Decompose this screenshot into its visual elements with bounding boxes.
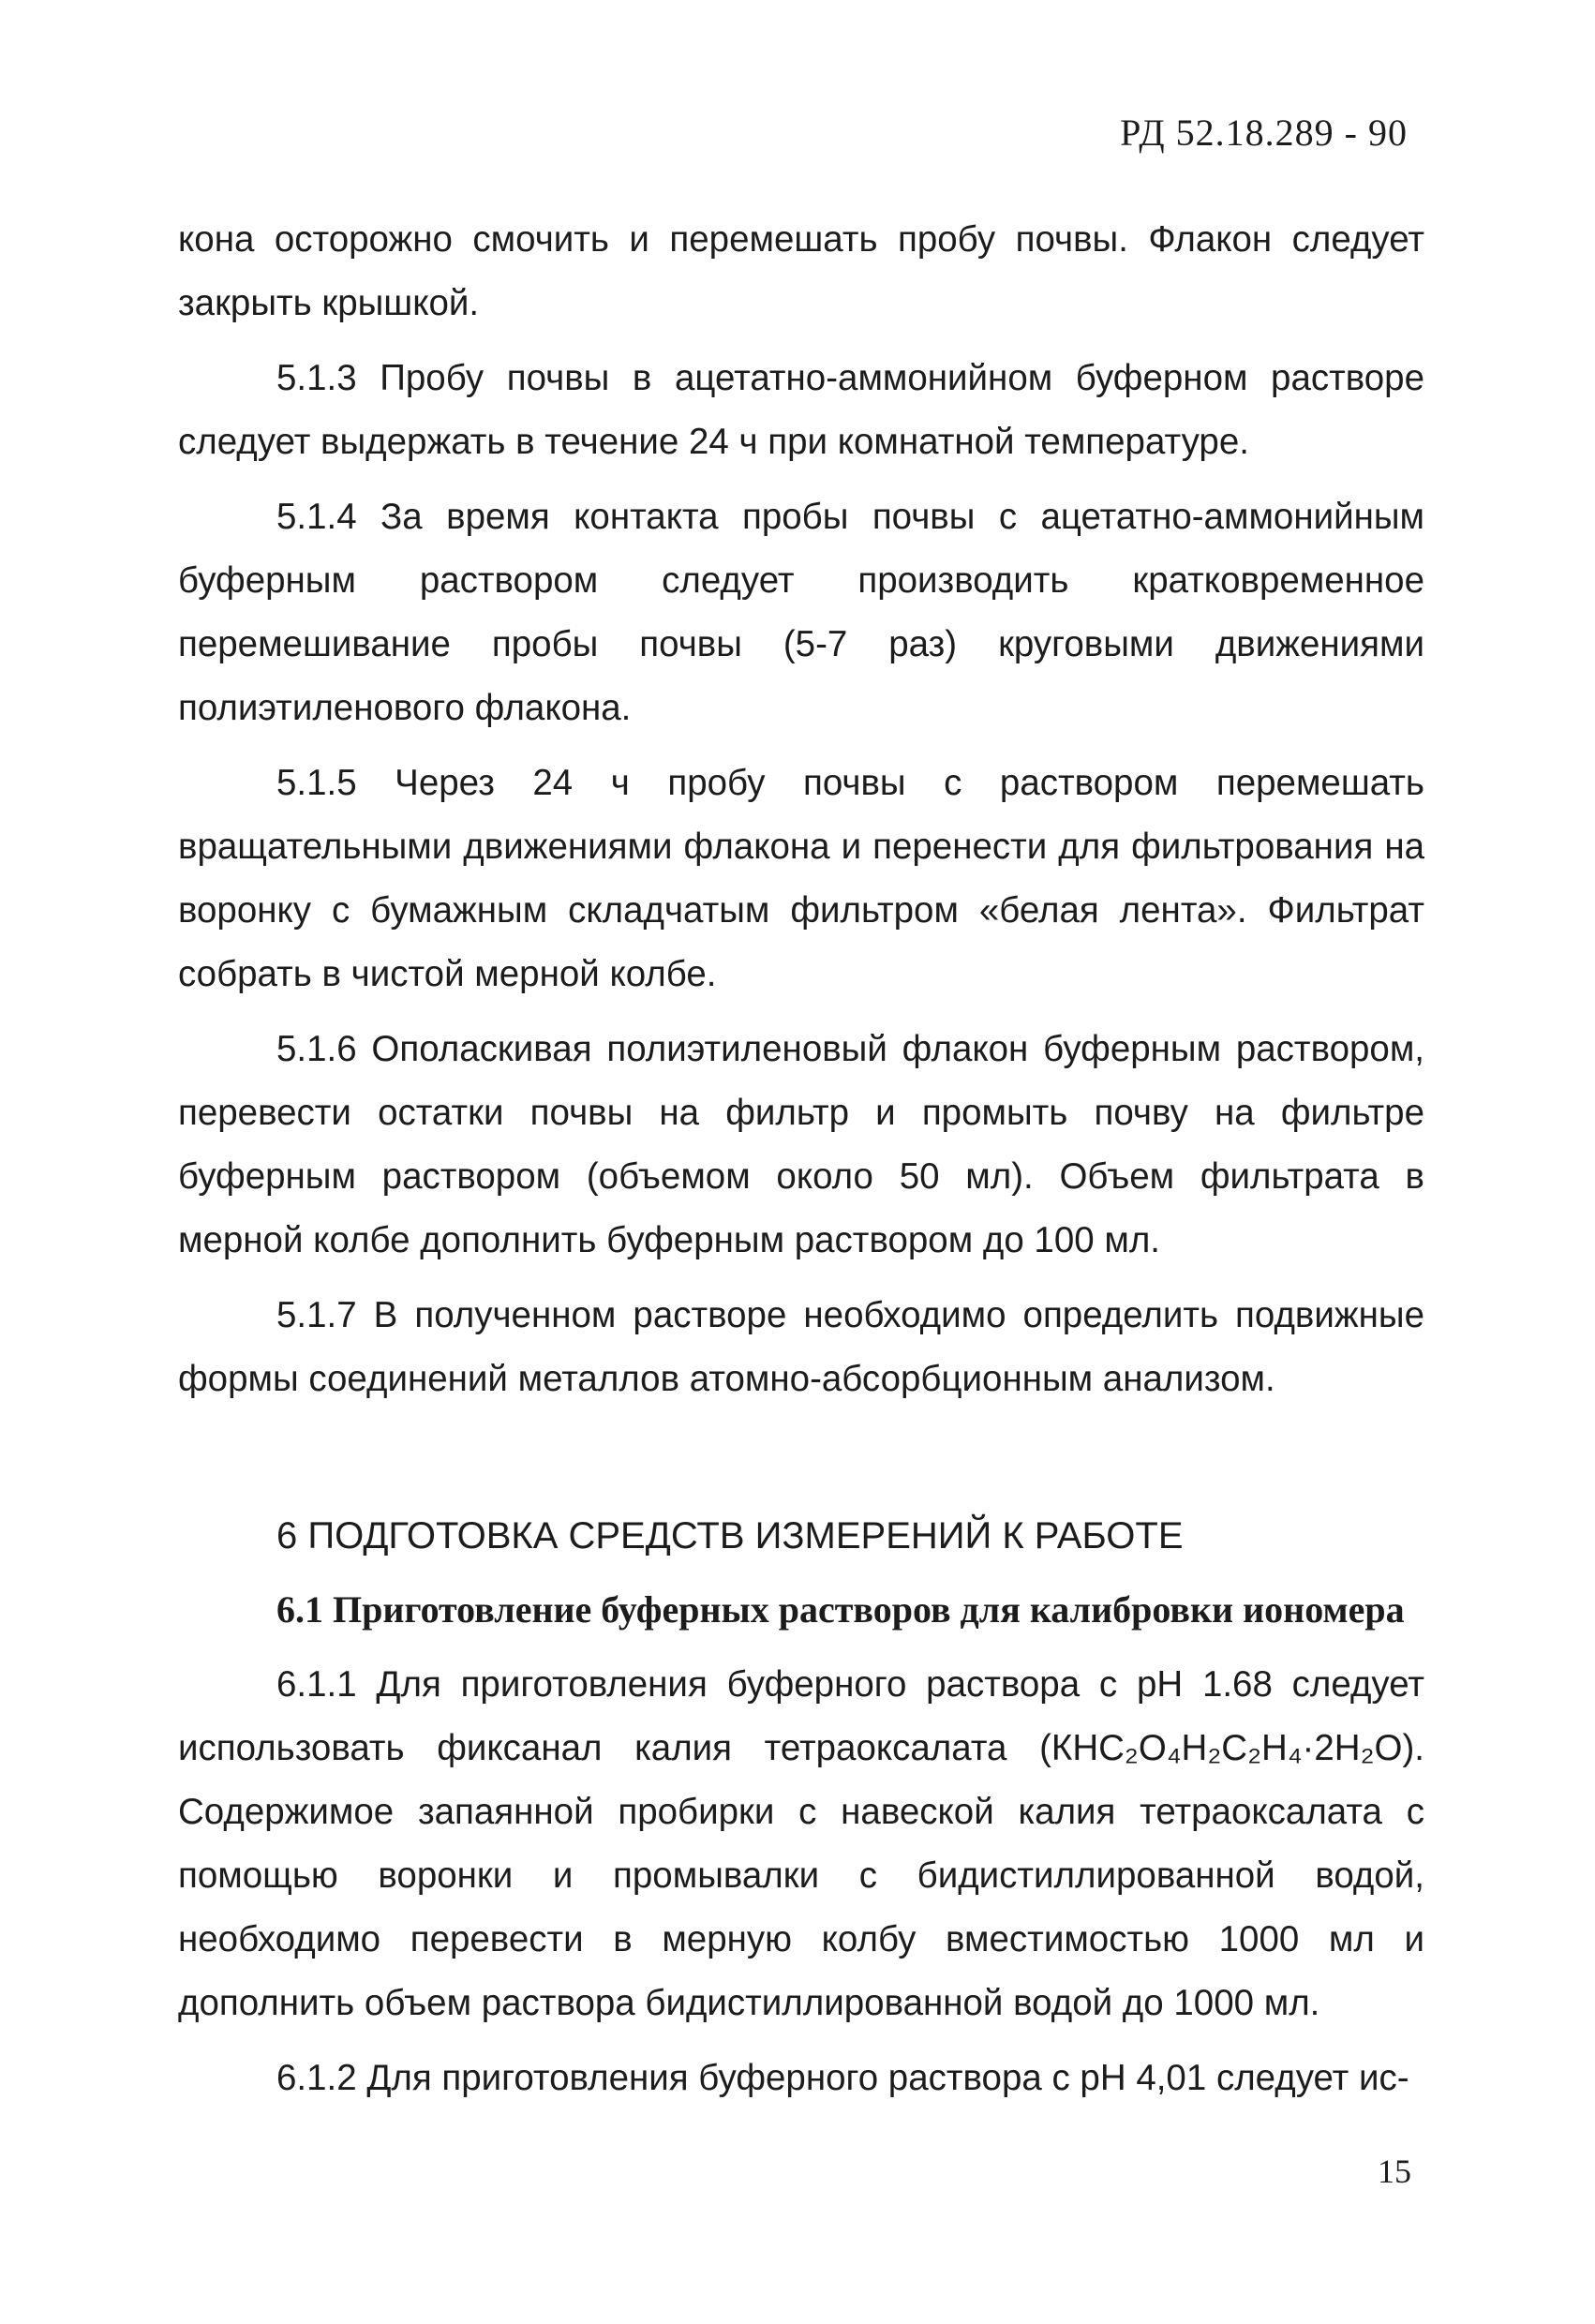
paragraph-continuation: кона осторожно смочить и перемешать пробу почвы. Флакон следует закрыть крышкой. [178,219,1424,323]
subsection-6-1-title: 6.1 Приготовление буферных растворов для калибровки иономера [276,1588,1405,1631]
paragraph-5-1-3: 5.1.3 Пробу почвы в ацетатно-аммонийном буферном растворе следует выдержать в течение 24 ч при комнатной температуре. [178,358,1424,462]
page-number: 15 [1378,2153,1411,2190]
paragraph-6-1-2: 6.1.2 Для приготовления буферного раствора с рН 4,01 следует ис- [276,2058,1409,2098]
paragraph-5-1-4: 5.1.4 За время контакта пробы почвы с ацетатно-аммонийным буферным раствором следует производить кратковременное перемешивание пробы почвы (5-7 раз) круговыми движениями полиэтиленового флакона. [178,497,1424,728]
paragraph-5-1-5: 5.1.5 Через 24 ч пробу почвы с раствором перемешать вращательными движениями флакона и перенести для фильтрования на воронку с бумажным складчатым фильтром «белая лента». Фильтрат собрать в чистой мерной колбе. [178,763,1424,994]
document-body [178,208,1424,2110]
document-code: РД 52.18.289 - 90 [1120,112,1408,154]
paragraph-5-1-7: 5.1.7 В полученном растворе необходимо определить подвижные формы соединений металлов атомно-абсорбционным анализом. [178,1295,1424,1399]
section-6-title: 6 ПОДГОТОВКА СРЕДСТВ ИЗМЕРЕНИЙ К РАБОТЕ [276,1515,1184,1557]
paragraph-5-1-6: 5.1.6 Ополаскивая полиэтиленовый флакон буферным раствором, перевести остатки почвы на фильтр и промыть почву на фильтре буферным раствором (объемом около 50 мл). Объем фильтрата в мерной колбе дополнить буферным раствором до 100 мл. [178,1029,1424,1260]
paragraph-6-1-1: 6.1.1 Для приготовления буферного раствора с рН 1.68 следует использовать фиксанал калия тетраоксалата (КНС₂О₄Н₂С₂Н₄·2Н₂О). Содержимое запаянной пробирки с навеской калия тетраоксалата с помощью воронки и промывалки с бидистиллированной водой, необходимо перевести в мерную колбу вместимостью 1000 мл и дополнить объем раствора бидистиллированной водой до 1000 мл. [178,1664,1424,2023]
